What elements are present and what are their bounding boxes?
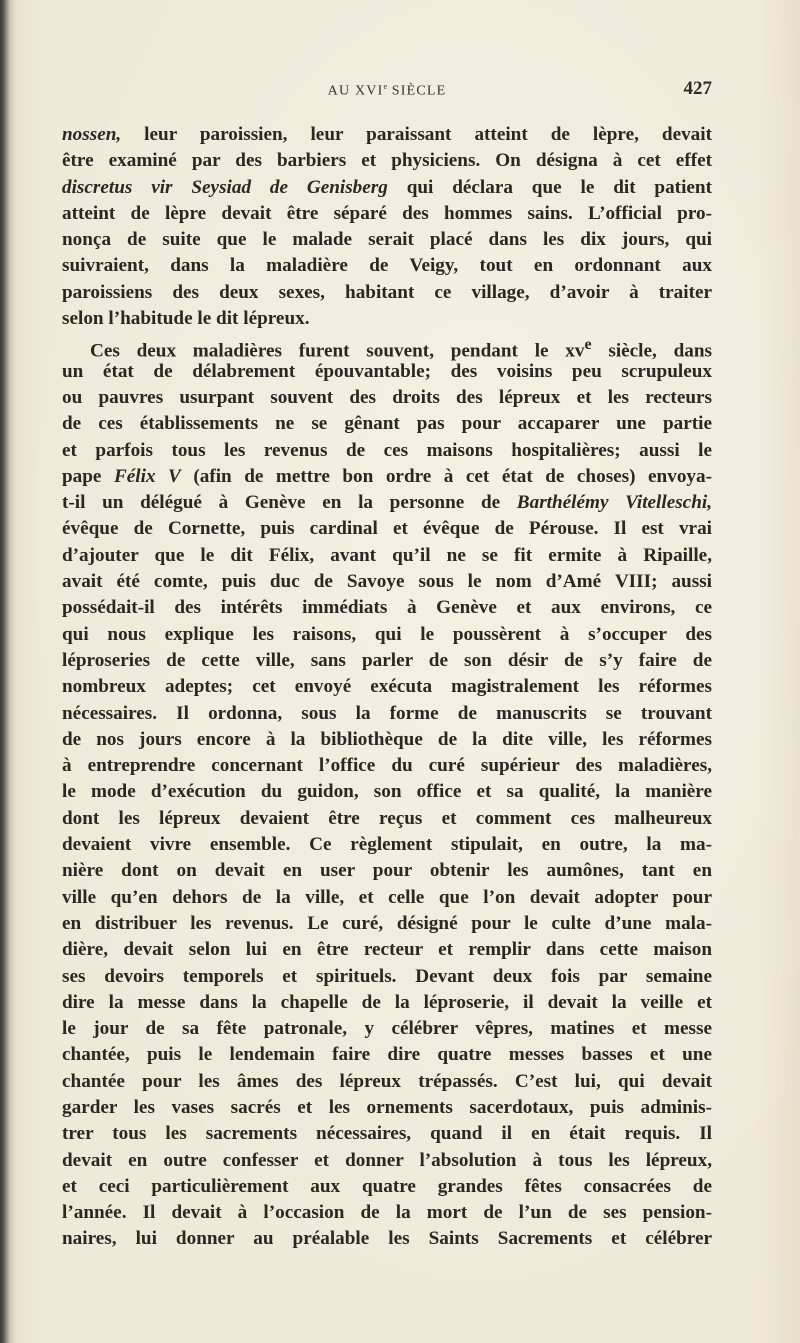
text-line	[62, 280, 712, 306]
binding-shadow	[0, 0, 10, 1343]
text-line	[62, 779, 712, 805]
text-segment: être examiné par des barbiers et physiciens. On désigna à cet effet	[62, 150, 712, 172]
text-line	[62, 1042, 712, 1068]
italic-text: nossen,	[62, 124, 122, 145]
running-head-end: SIÈCLE	[387, 83, 447, 99]
text-segment: avait été comte, puis duc de Savoye sous le nom d’Amé VIII; aussi	[62, 571, 712, 593]
text-line	[62, 832, 712, 858]
text-segment: ville qu’en dehors de la ville, et celle que l’on devait adopter pour	[62, 886, 712, 908]
text-line	[62, 595, 712, 621]
text-line	[62, 490, 712, 516]
text-segment: possédait-il des intérêts immédiats à Genève et aux environs, ce	[62, 597, 712, 619]
italic-text: Félix V	[113, 465, 181, 487]
text-line	[62, 201, 712, 227]
text-line	[62, 674, 712, 700]
text-segment: atteint de lèpre devait être séparé des hommes sains. L’official pro-	[62, 202, 712, 224]
text-line	[62, 1148, 712, 1174]
text-segment: qui déclara que le dit patient	[387, 176, 712, 198]
text-segment: pape	[62, 465, 114, 487]
text-segment: leur paroissien, leur paraissant atteint de lèpre, devait	[121, 124, 712, 145]
text-line	[62, 1174, 712, 1200]
text-segment: léproseries de cette ville, sans parler de son désir de s’y faire de	[62, 649, 712, 671]
page-header	[62, 76, 712, 100]
text-segment: à entreprendre concernant l’office du curé supérieur des maladières,	[62, 755, 712, 777]
text-segment: paroissiens des deux sexes, habitant ce village, d’avoir à traiter	[62, 281, 712, 303]
body-text	[62, 122, 712, 1253]
text-segment: ses devoirs temporels et spirituels. Devant deux fois par semaine	[62, 965, 712, 987]
text-segment: nonça de suite que le malade serait placé dans les dix jours, qui	[62, 229, 712, 251]
text-segment: chantée, puis le lendemain faire dire quatre messes basses et une	[62, 1044, 712, 1066]
text-segment: et parfois tous les revenus de ces maisons hospitalières; aussi le	[62, 439, 712, 461]
text-segment: trer tous les sacrements nécessaires, quand il en était requis. Il	[62, 1123, 712, 1145]
text-segment: dière, devait selon lui en être recteur et remplir dans cette maison	[62, 939, 712, 961]
running-head-superscript: e	[383, 82, 388, 91]
text-segment: nombreux adeptes; cet envoyé exécuta magistralement les réformes	[62, 676, 712, 698]
text-segment: devaient vivre ensemble. Ce règlement stipulait, en outre, la ma-	[62, 834, 712, 856]
text-line	[62, 648, 712, 674]
text-segment: de nos jours encore à la bibliothèque de la dite ville, les réformes	[62, 728, 712, 750]
text-line	[62, 148, 712, 174]
text-line	[62, 227, 712, 253]
text-segment: garder les vases sacrés et les ornements sacerdotaux, puis adminis-	[62, 1096, 712, 1118]
text-line	[62, 332, 712, 362]
text-segment: dont les lépreux devaient être reçus et comment ces malheureux	[62, 807, 712, 829]
text-line	[62, 937, 712, 963]
text-line	[62, 1069, 712, 1095]
text-line	[62, 806, 712, 832]
text-line	[62, 885, 712, 911]
text-line	[62, 1095, 712, 1121]
text-line	[62, 1016, 712, 1042]
text-segment: qui nous explique les raisons, qui le poussèrent à s’occuper des	[62, 623, 712, 645]
text-segment: ou pauvres usurpant souvent des droits des lépreux et les recteurs	[62, 386, 712, 408]
text-segment: en distribuer les revenus. Le curé, désigné pour le culte d’une mala-	[62, 912, 712, 934]
text-line	[62, 306, 712, 332]
text-line	[62, 858, 712, 884]
text-segment: devait en outre confesser et donner l’absolution à tous les lépreux,	[62, 1149, 712, 1171]
superscript: e	[584, 336, 592, 354]
text-segment: le mode d’exécution du guidon, son office et sa qualité, la manière	[62, 781, 712, 803]
text-line	[62, 964, 712, 990]
text-line	[62, 622, 712, 648]
text-segment: chantée pour les âmes des lépreux trépassés. C’est lui, qui devait	[62, 1070, 712, 1092]
text-segment: Ces deux maladières furent souvent, pendant le xv	[90, 340, 585, 362]
text-line	[62, 753, 712, 779]
text-line	[62, 438, 712, 464]
running-head	[62, 82, 712, 100]
italic-text: Barthélémy Vitelleschi,	[516, 492, 712, 514]
text-line	[62, 727, 712, 753]
text-segment: d’ajouter que le dit Félix, avant qu’il ne se fit ermite à Ripaille,	[62, 544, 712, 566]
text-line	[62, 385, 712, 411]
running-head-main: AU XVI	[327, 83, 384, 99]
text-line	[62, 122, 712, 148]
text-line	[62, 701, 712, 727]
text-line	[62, 911, 712, 937]
text-segment: nécessaires. Il ordonna, sous la forme de manuscrits se trouvant	[62, 702, 712, 724]
page-number: 427	[683, 78, 712, 99]
text-segment: l’année. Il devait à l’occasion de la mort de l’un de ses pension-	[62, 1202, 712, 1224]
text-segment: suivraient, dans la maladière de Veigy, tout en ordonnant aux	[62, 255, 712, 277]
text-segment: t-il un délégué à Genève en la personne de	[62, 492, 517, 514]
text-line	[62, 516, 712, 542]
text-line	[62, 411, 712, 437]
text-segment: évêque de Cornette, puis cardinal et évêque de Pérouse. Il est vrai	[62, 518, 712, 540]
text-line	[62, 1226, 712, 1252]
text-line	[62, 990, 712, 1016]
italic-text: discretus vir Seysiad de Genisberg	[62, 176, 388, 198]
text-segment: (afin de mettre bon ordre à cet état de choses) envoya-	[180, 465, 712, 487]
text-segment: nière dont on devait en user pour obtenir les aumônes, tant en	[62, 860, 712, 882]
text-line	[62, 359, 712, 385]
text-segment: le jour de sa fête patronale, y célébrer vêpres, matines et messe	[62, 1018, 712, 1040]
text-segment: naires, lui donner au préalable les Saints Sacrements et célébrer	[62, 1228, 712, 1250]
text-line	[62, 569, 712, 595]
text-segment: siècle, dans	[591, 340, 712, 362]
text-line	[62, 464, 712, 490]
text-line	[62, 253, 712, 279]
text-line	[62, 543, 712, 569]
text-segment: un état de délabrement épouvantable; des voisins peu scrupuleux	[62, 360, 712, 382]
text-line	[62, 175, 712, 201]
text-segment: selon l’habitude le dit lépreux.	[62, 308, 310, 330]
text-segment: de ces établissements ne se gênant pas pour accaparer une partie	[62, 413, 712, 435]
text-line	[62, 1200, 712, 1226]
text-segment: et ceci particulièrement aux quatre grandes fêtes consacrées de	[62, 1175, 712, 1197]
text-line	[62, 1121, 712, 1147]
text-segment: dire la messe dans la chapelle de la léproserie, il devait la veille et	[62, 991, 712, 1013]
